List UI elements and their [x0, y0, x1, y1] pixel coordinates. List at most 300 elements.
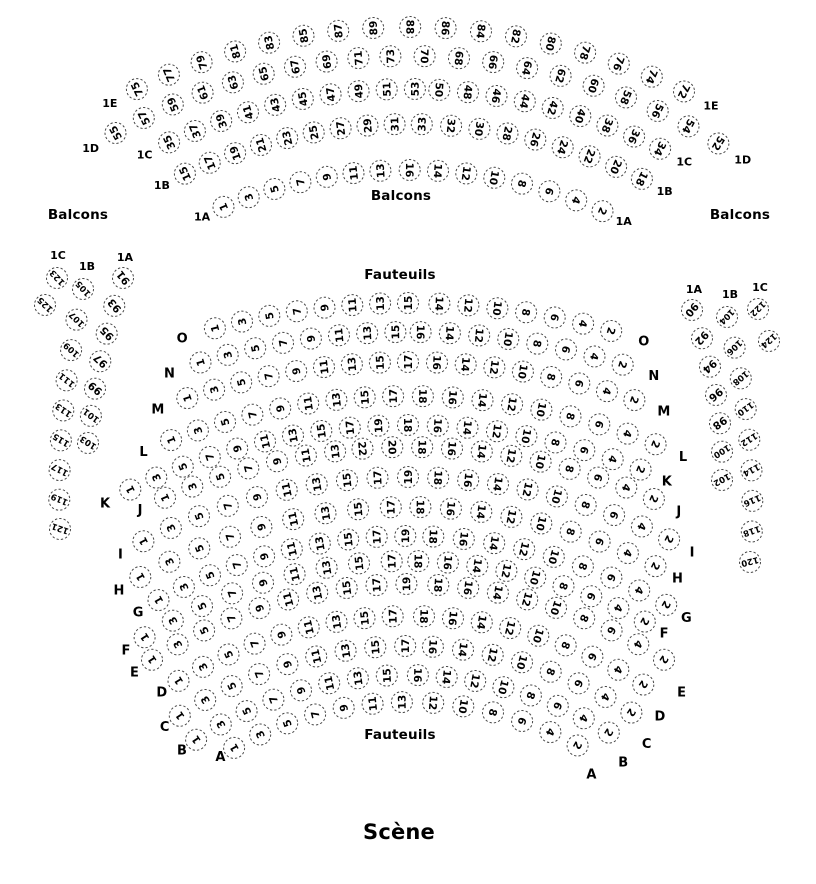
seat[interactable] [589, 531, 610, 552]
seat[interactable] [541, 367, 562, 388]
seat[interactable] [249, 598, 270, 619]
seat[interactable] [674, 81, 695, 102]
seat[interactable] [376, 665, 397, 686]
seat[interactable] [747, 298, 768, 319]
seat[interactable] [484, 167, 505, 188]
seat[interactable] [320, 84, 341, 105]
seat[interactable] [453, 639, 474, 660]
seat[interactable] [314, 297, 335, 318]
seat[interactable] [362, 693, 383, 714]
seat[interactable] [527, 333, 548, 354]
seat[interactable] [80, 405, 101, 426]
seat[interactable] [624, 126, 645, 147]
seat[interactable] [316, 557, 337, 578]
seat[interactable] [285, 56, 306, 77]
seat[interactable] [517, 479, 538, 500]
seat[interactable] [251, 517, 272, 538]
seat[interactable] [589, 414, 610, 435]
seat[interactable] [738, 429, 759, 450]
seat[interactable] [357, 115, 378, 136]
seat[interactable] [319, 673, 340, 694]
seat[interactable] [159, 132, 180, 153]
seat[interactable] [363, 18, 384, 39]
seat[interactable] [512, 652, 533, 673]
seat[interactable] [442, 438, 463, 459]
seat[interactable] [295, 445, 316, 466]
seat[interactable] [453, 696, 474, 717]
seat[interactable] [482, 644, 503, 665]
seat[interactable] [217, 344, 238, 365]
seat[interactable] [601, 567, 622, 588]
seat[interactable] [193, 656, 214, 677]
seat[interactable] [366, 575, 387, 596]
seat[interactable] [735, 399, 756, 420]
seat[interactable] [455, 354, 476, 375]
seat[interactable] [385, 322, 406, 343]
seat[interactable] [383, 386, 404, 407]
seat[interactable] [612, 354, 633, 375]
seat[interactable] [191, 52, 212, 73]
seat[interactable] [711, 470, 732, 491]
seat[interactable] [148, 590, 169, 611]
seat[interactable] [412, 386, 433, 407]
seat[interactable] [306, 474, 327, 495]
seat[interactable] [569, 373, 590, 394]
seat[interactable] [342, 295, 363, 316]
seat[interactable] [517, 58, 538, 79]
seat[interactable] [559, 458, 580, 479]
seat[interactable] [414, 46, 435, 67]
seat[interactable] [286, 301, 307, 322]
seat[interactable] [189, 506, 210, 527]
seat[interactable] [61, 340, 82, 361]
seat[interactable] [487, 582, 508, 603]
seat[interactable] [215, 412, 236, 433]
seat[interactable] [348, 48, 369, 69]
seat[interactable] [370, 160, 391, 181]
seat[interactable] [270, 398, 291, 419]
seat[interactable] [634, 611, 655, 632]
seat[interactable] [217, 495, 238, 516]
seat[interactable] [330, 118, 351, 139]
seat[interactable] [469, 118, 490, 139]
seat[interactable] [194, 620, 215, 641]
seat[interactable] [700, 356, 721, 377]
seat[interactable] [126, 79, 147, 100]
seat[interactable] [581, 586, 602, 607]
seat[interactable] [741, 521, 762, 542]
seat[interactable] [502, 394, 523, 415]
seat[interactable] [336, 578, 357, 599]
seat[interactable] [226, 555, 247, 576]
seat[interactable] [398, 467, 419, 488]
seat[interactable] [339, 417, 360, 438]
seat[interactable] [276, 479, 297, 500]
seat[interactable] [708, 133, 729, 154]
seat[interactable] [528, 625, 549, 646]
seat[interactable] [398, 415, 419, 436]
seat[interactable] [543, 546, 564, 567]
seat[interactable] [335, 640, 356, 661]
seat[interactable] [253, 572, 274, 593]
seat[interactable] [412, 437, 433, 458]
seat[interactable] [497, 123, 518, 144]
seat[interactable] [225, 41, 246, 62]
seat[interactable] [264, 179, 285, 200]
seat[interactable] [49, 460, 70, 481]
seat[interactable] [73, 278, 94, 299]
seat[interactable] [352, 438, 373, 459]
seat[interactable] [381, 551, 402, 572]
seat[interactable] [271, 624, 292, 645]
seat[interactable] [50, 519, 71, 540]
seat[interactable] [161, 430, 182, 451]
seat[interactable] [500, 618, 521, 639]
seat[interactable] [298, 617, 319, 638]
seat[interactable] [616, 87, 637, 108]
seat[interactable] [568, 673, 589, 694]
seat[interactable] [162, 610, 183, 631]
seat[interactable] [204, 318, 225, 339]
seat[interactable] [195, 690, 216, 711]
seat[interactable] [396, 574, 417, 595]
seat[interactable] [53, 400, 74, 421]
seat[interactable] [488, 474, 509, 495]
seat[interactable] [540, 661, 561, 682]
seat[interactable] [238, 187, 259, 208]
seat[interactable] [574, 608, 595, 629]
seat[interactable] [343, 163, 364, 184]
seat[interactable] [227, 438, 248, 459]
seat[interactable] [258, 366, 279, 387]
seat[interactable] [628, 634, 649, 655]
seat[interactable] [595, 687, 616, 708]
seat[interactable] [582, 646, 603, 667]
seat[interactable] [517, 589, 538, 610]
seat[interactable] [158, 64, 179, 85]
seat[interactable] [177, 388, 198, 409]
seat[interactable] [516, 302, 537, 323]
seat[interactable] [458, 295, 479, 316]
seat[interactable] [391, 692, 412, 713]
seat[interactable] [641, 66, 662, 87]
seat[interactable] [96, 323, 117, 344]
seat[interactable] [222, 72, 243, 93]
seat[interactable] [429, 293, 450, 314]
seat[interactable] [740, 552, 761, 573]
seat[interactable] [471, 501, 492, 522]
seat[interactable] [427, 352, 448, 373]
seat[interactable] [601, 620, 622, 641]
seat[interactable] [407, 665, 428, 686]
seat[interactable] [192, 82, 213, 103]
seat[interactable] [382, 437, 403, 458]
seat[interactable] [278, 589, 299, 610]
seat[interactable] [348, 499, 369, 520]
seat[interactable] [244, 633, 265, 654]
seat[interactable] [303, 122, 324, 143]
seat[interactable] [172, 456, 193, 477]
seat[interactable] [50, 430, 71, 451]
seat[interactable] [316, 51, 337, 72]
seat[interactable] [422, 636, 443, 657]
seat[interactable] [584, 346, 605, 367]
seat[interactable] [291, 680, 312, 701]
seat[interactable] [399, 160, 420, 181]
seat[interactable] [348, 81, 369, 102]
seat[interactable] [316, 166, 337, 187]
seat[interactable] [267, 451, 288, 472]
seat[interactable] [315, 503, 336, 524]
seat[interactable] [604, 505, 625, 526]
seat[interactable] [283, 509, 304, 530]
seat[interactable] [284, 564, 305, 585]
seat[interactable] [484, 357, 505, 378]
seat[interactable] [410, 322, 431, 343]
seat[interactable] [631, 168, 652, 189]
seat[interactable] [546, 486, 567, 507]
seat[interactable] [449, 48, 470, 69]
seat[interactable] [512, 361, 533, 382]
seat[interactable] [608, 53, 629, 74]
seat[interactable] [168, 670, 189, 691]
seat[interactable] [573, 313, 594, 334]
seat[interactable] [210, 466, 231, 487]
seat[interactable] [514, 539, 535, 560]
seat[interactable] [231, 372, 252, 393]
seat[interactable] [575, 42, 596, 63]
seat[interactable] [382, 606, 403, 627]
seat[interactable] [501, 506, 522, 527]
seat[interactable] [567, 735, 588, 756]
seat[interactable] [458, 577, 479, 598]
seat[interactable] [546, 597, 567, 618]
seat[interactable] [47, 267, 68, 288]
seat[interactable] [465, 671, 486, 692]
seat[interactable] [199, 152, 220, 173]
seat[interactable] [428, 160, 449, 181]
seat[interactable] [553, 576, 574, 597]
seat[interactable] [758, 331, 779, 352]
seat[interactable] [306, 646, 327, 667]
seat[interactable] [160, 518, 181, 539]
seat[interactable] [224, 737, 245, 758]
seat[interactable] [199, 447, 220, 468]
seat[interactable] [210, 714, 231, 735]
seat[interactable] [326, 611, 347, 632]
seat[interactable] [105, 123, 126, 144]
seat[interactable] [300, 328, 321, 349]
seat[interactable] [498, 329, 519, 350]
seat[interactable] [472, 390, 493, 411]
seat[interactable] [398, 352, 419, 373]
seat[interactable] [190, 352, 211, 373]
seat[interactable] [471, 21, 492, 42]
seat[interactable] [307, 582, 328, 603]
seat[interactable] [376, 79, 397, 100]
seat[interactable] [484, 533, 505, 554]
seat[interactable] [616, 477, 637, 498]
seat[interactable] [547, 695, 568, 716]
seat[interactable] [706, 385, 727, 406]
seat[interactable] [251, 135, 272, 156]
seat[interactable] [545, 432, 566, 453]
seat[interactable] [90, 351, 111, 372]
seat[interactable] [347, 668, 368, 689]
seat[interactable] [186, 729, 207, 750]
seat[interactable] [531, 513, 552, 534]
seat[interactable] [400, 17, 421, 38]
seat[interactable] [326, 389, 347, 410]
seat[interactable] [423, 692, 444, 713]
seat[interactable] [328, 20, 349, 41]
seat[interactable] [631, 516, 652, 537]
seat[interactable] [349, 553, 370, 574]
seat[interactable] [530, 451, 551, 472]
seat[interactable] [259, 305, 280, 326]
seat[interactable] [710, 413, 731, 434]
seat[interactable] [575, 495, 596, 516]
seat[interactable] [542, 98, 563, 119]
seat[interactable] [159, 551, 180, 572]
seat[interactable] [184, 121, 205, 142]
seat[interactable] [211, 111, 232, 132]
seat[interactable] [414, 606, 435, 627]
seat[interactable] [574, 440, 595, 461]
seat[interactable] [598, 722, 619, 743]
seat[interactable] [645, 434, 666, 455]
seat[interactable] [329, 325, 350, 346]
seat[interactable] [556, 339, 577, 360]
seat[interactable] [659, 529, 680, 550]
seat[interactable] [428, 575, 449, 596]
seat[interactable] [221, 608, 242, 629]
seat[interactable] [429, 79, 450, 100]
seat[interactable] [597, 381, 618, 402]
seat[interactable] [236, 701, 257, 722]
seat[interactable] [716, 306, 737, 327]
seat[interactable] [440, 498, 461, 519]
seat[interactable] [155, 487, 176, 508]
seat[interactable] [134, 627, 155, 648]
seat[interactable] [544, 307, 565, 328]
seat[interactable] [311, 421, 332, 442]
seat[interactable] [456, 163, 477, 184]
seat[interactable] [286, 361, 307, 382]
seat[interactable] [443, 608, 464, 629]
seat[interactable] [730, 368, 751, 389]
seat[interactable] [293, 25, 314, 46]
seat[interactable] [645, 556, 666, 577]
seat[interactable] [592, 201, 613, 222]
seat[interactable] [572, 556, 593, 577]
seat[interactable] [395, 526, 416, 547]
seat[interactable] [281, 539, 302, 560]
seat[interactable] [427, 415, 448, 436]
seat[interactable] [292, 89, 313, 110]
seat[interactable] [370, 293, 391, 314]
seat[interactable] [85, 378, 106, 399]
seat[interactable] [277, 128, 298, 149]
seat[interactable] [333, 697, 354, 718]
seat[interactable] [238, 458, 259, 479]
seat[interactable] [133, 108, 154, 129]
seat[interactable] [469, 325, 490, 346]
seat[interactable] [617, 423, 638, 444]
seat[interactable] [458, 82, 479, 103]
seat[interactable] [169, 705, 190, 726]
seat[interactable] [588, 467, 609, 488]
seat[interactable] [277, 713, 298, 734]
seat[interactable] [120, 479, 141, 500]
seat[interactable] [501, 445, 522, 466]
seat[interactable] [130, 567, 151, 588]
seat[interactable] [583, 75, 604, 96]
seat[interactable] [369, 352, 390, 373]
seat[interactable] [617, 543, 638, 564]
seat[interactable] [602, 449, 623, 470]
seat[interactable] [560, 521, 581, 542]
seat[interactable] [566, 190, 587, 211]
seat[interactable] [204, 379, 225, 400]
seat[interactable] [656, 594, 677, 615]
seat[interactable] [133, 531, 154, 552]
seat[interactable] [682, 300, 703, 321]
seat[interactable] [483, 52, 504, 73]
seat[interactable] [290, 172, 311, 193]
seat[interactable] [366, 526, 387, 547]
seat[interactable] [325, 441, 346, 462]
seat[interactable] [650, 138, 671, 159]
seat[interactable] [220, 526, 241, 547]
seat[interactable] [222, 583, 243, 604]
seat[interactable] [247, 487, 268, 508]
seat[interactable] [442, 387, 463, 408]
seat[interactable] [439, 323, 460, 344]
seat[interactable] [512, 173, 533, 194]
seat[interactable] [395, 636, 416, 657]
seat[interactable] [539, 181, 560, 202]
seat[interactable] [678, 116, 699, 137]
seat[interactable] [741, 460, 762, 481]
seat[interactable] [597, 115, 618, 136]
seat[interactable] [167, 634, 188, 655]
seat[interactable] [487, 298, 508, 319]
seat[interactable] [213, 196, 234, 217]
seat[interactable] [283, 425, 304, 446]
seat[interactable] [250, 724, 271, 745]
seat[interactable] [254, 546, 275, 567]
seat[interactable] [218, 644, 239, 665]
seat[interactable] [146, 467, 167, 488]
seat[interactable] [633, 674, 654, 695]
seat[interactable] [238, 102, 259, 123]
seat[interactable] [142, 649, 163, 670]
seat[interactable] [711, 441, 732, 462]
seat[interactable] [368, 415, 389, 436]
seat[interactable] [192, 596, 213, 617]
seat[interactable] [441, 115, 462, 136]
seat[interactable] [570, 106, 591, 127]
seat[interactable] [305, 704, 326, 725]
seat[interactable] [273, 332, 294, 353]
seat[interactable] [487, 421, 508, 442]
seat[interactable] [458, 470, 479, 491]
seat[interactable] [629, 580, 650, 601]
seat[interactable] [506, 26, 527, 47]
seat[interactable] [410, 497, 431, 518]
seat[interactable] [608, 659, 629, 680]
